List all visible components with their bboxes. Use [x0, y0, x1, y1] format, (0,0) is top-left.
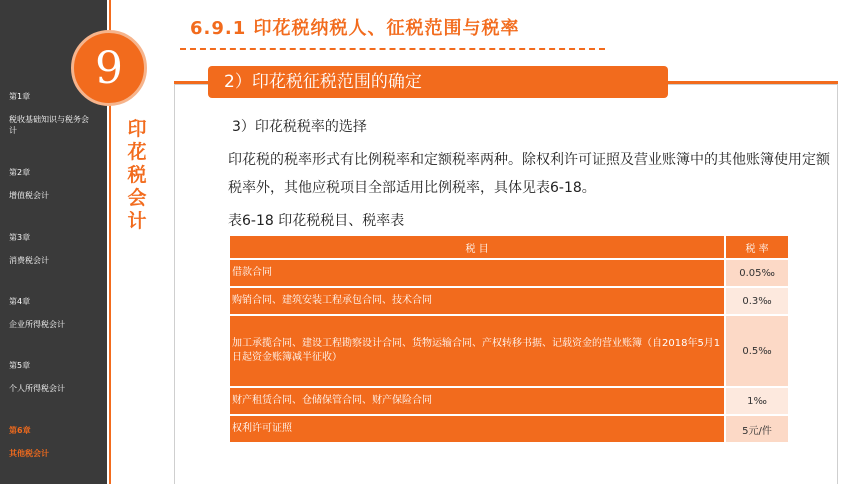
table-row [230, 260, 788, 286]
table-cell-rate: 5元/件 [726, 416, 788, 442]
body-paragraph: 印花税的税率形式有比例税率和定额税率两种。除权利许可证照及营业账簿中的其他账簿使用定额税率外，其他应税项目全部适用比例税率，具体见表6-18。 [228, 152, 830, 196]
banner-rule-left [174, 81, 208, 84]
header-item: 税 目 [230, 236, 724, 258]
table-cell-item: 加工承揽合同、建设工程勘察设计合同、货物运输合同、产权转移书据、记载资金的营业账簿（自2018年5月1日起资金账簿减半征收） [230, 316, 724, 386]
banner-rule-right [668, 81, 838, 84]
dashed-divider [180, 48, 605, 50]
table-header-row [230, 236, 788, 258]
sidebar-chapter-1[interactable] [9, 92, 89, 136]
vertical-chapter-title: 印花税会计 [127, 118, 147, 232]
table-row [230, 288, 788, 314]
chapter-name: 企业所得税会计 [9, 319, 65, 329]
chapter-name: 税收基础知识与税务会计 [9, 114, 89, 135]
table-row [230, 316, 788, 386]
sidebar-chapter-3[interactable] [9, 233, 49, 267]
chapter-number: 第1章 [9, 92, 31, 101]
header-rate: 税 率 [726, 236, 788, 258]
chapter-number: 第2章 [9, 168, 31, 177]
subheading: 3）印花税税率的选择 [232, 119, 367, 135]
tax-rate-table [228, 234, 790, 444]
sidebar-chapter-5[interactable] [9, 361, 65, 395]
sidebar-chapter-2[interactable] [9, 168, 49, 202]
table-cell-item: 购销合同、建筑安装工程承包合同、技术合同 [230, 288, 724, 314]
table-cell-item: 权利许可证照 [230, 416, 724, 442]
table-row [230, 388, 788, 414]
chapter-number: 第3章 [9, 233, 31, 242]
chapter-name: 增值税会计 [9, 190, 49, 200]
table-cell-item: 借款合同 [230, 260, 724, 286]
chapter-badge-number: 9 [95, 42, 123, 94]
chapter-number: 第5章 [9, 361, 31, 370]
sidebar-chapter-4[interactable] [9, 297, 65, 331]
table-cell-rate: 0.05‰ [726, 260, 788, 286]
table-cell-item: 财产租赁合同、仓储保管合同、财产保险合同 [230, 388, 724, 414]
chapter-name: 其他税会计 [9, 448, 49, 458]
table-row [230, 416, 788, 442]
section-title: 6.9.1 印花税纳税人、征税范围与税率 [190, 18, 520, 39]
subsection-banner: 2）印花税征税范围的确定 [208, 66, 668, 98]
table-cell-rate: 1‰ [726, 388, 788, 414]
chapter-name: 消费税会计 [9, 255, 49, 265]
chapter-name: 个人所得税会计 [9, 383, 65, 393]
table-caption: 表6-18 印花税税目、税率表 [228, 213, 405, 229]
chapter-number: 第6章 [9, 426, 31, 435]
table-cell-rate: 0.3‰ [726, 288, 788, 314]
table-cell-rate: 0.5‰ [726, 316, 788, 386]
sidebar-chapter-6-active[interactable] [9, 426, 49, 460]
chapter-badge [71, 30, 147, 106]
chapter-number: 第4章 [9, 297, 31, 306]
